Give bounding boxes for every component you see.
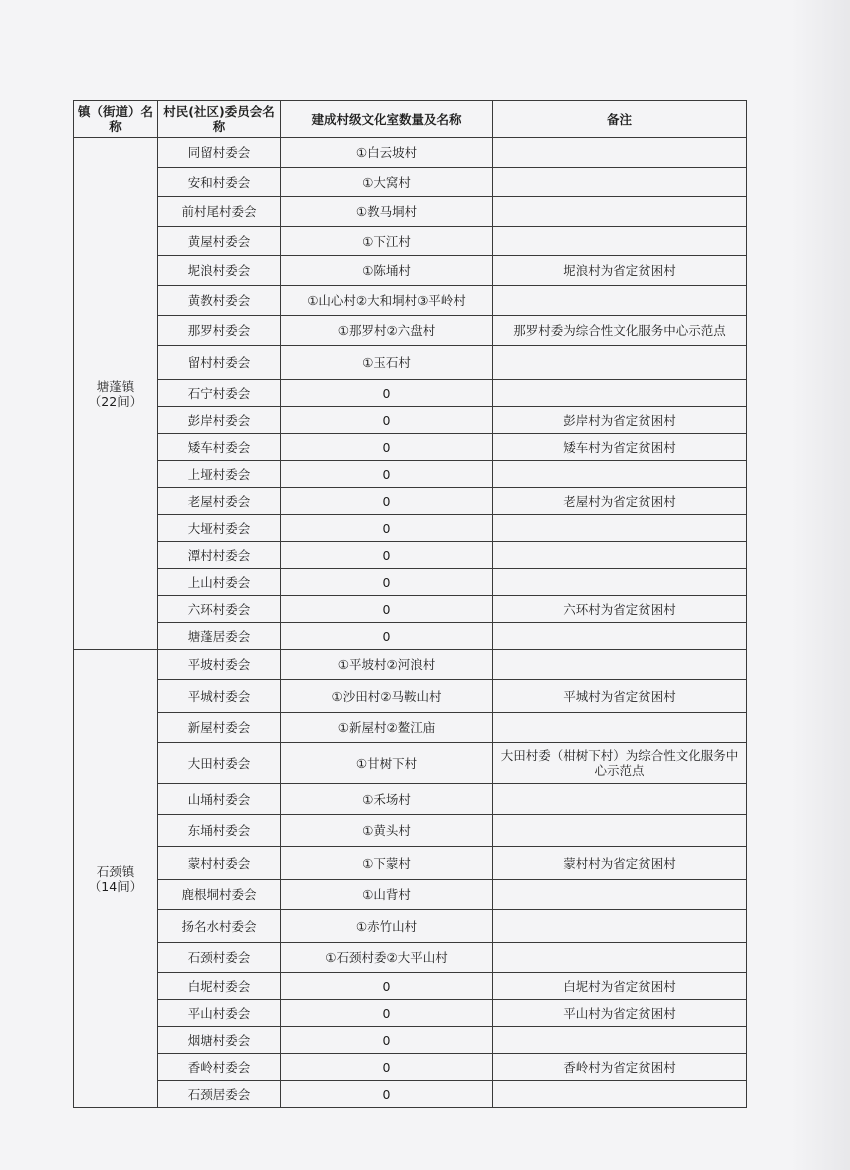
table-row bbox=[74, 1027, 747, 1054]
remarks-cell bbox=[493, 1081, 747, 1108]
header-rooms: 建成村级文化室数量及名称 bbox=[281, 101, 493, 138]
rooms-cell: ①陈埇村 bbox=[281, 256, 493, 286]
rooms-cell: ①沙田村②马鞍山村 bbox=[281, 680, 493, 713]
remarks-cell bbox=[493, 880, 747, 910]
committee-cell: 新屋村委会 bbox=[158, 713, 281, 743]
rooms-cell: ①甘树下村 bbox=[281, 743, 493, 784]
table-row bbox=[74, 197, 747, 227]
committee-cell: 蒙村村委会 bbox=[158, 847, 281, 880]
rooms-cell: ①黄头村 bbox=[281, 815, 493, 847]
committee-cell: 那罗村委会 bbox=[158, 316, 281, 346]
remarks-cell: 平山村为省定贫困村 bbox=[493, 1000, 747, 1027]
remarks-cell: 白坭村为省定贫困村 bbox=[493, 973, 747, 1000]
town-name: 石颈镇 bbox=[96, 863, 135, 879]
committee-cell: 平坡村委会 bbox=[158, 650, 281, 680]
committee-cell: 彭岸村委会 bbox=[158, 407, 281, 434]
rooms-cell: ①玉石村 bbox=[281, 346, 493, 380]
remarks-cell bbox=[493, 569, 747, 596]
rooms-cell: ①石颈村委②大平山村 bbox=[281, 943, 493, 973]
table-row bbox=[74, 461, 747, 488]
remarks-cell bbox=[493, 623, 747, 650]
table-row bbox=[74, 713, 747, 743]
committee-cell: 潭村村委会 bbox=[158, 542, 281, 569]
table-row bbox=[74, 743, 747, 784]
rooms-cell: 0 bbox=[281, 1054, 493, 1081]
table-header-row bbox=[74, 101, 747, 138]
table-row bbox=[74, 880, 747, 910]
table-row bbox=[74, 434, 747, 461]
committee-cell: 上山村委会 bbox=[158, 569, 281, 596]
rooms-cell: ①山背村 bbox=[281, 880, 493, 910]
town-name: 塘蓬镇 bbox=[96, 378, 135, 394]
committee-cell: 山埇村委会 bbox=[158, 784, 281, 815]
rooms-cell: 0 bbox=[281, 973, 493, 1000]
table-row bbox=[74, 943, 747, 973]
committee-cell: 塘蓬居委会 bbox=[158, 623, 281, 650]
table-row bbox=[74, 316, 747, 346]
committee-cell: 石颈村委会 bbox=[158, 943, 281, 973]
remarks-cell: 彭岸村为省定贫困村 bbox=[493, 407, 747, 434]
remarks-cell: 六环村为省定贫困村 bbox=[493, 596, 747, 623]
rooms-cell: ①下蒙村 bbox=[281, 847, 493, 880]
committee-cell: 黄教村委会 bbox=[158, 286, 281, 316]
table-row bbox=[74, 542, 747, 569]
committee-cell: 白坭村委会 bbox=[158, 973, 281, 1000]
table-row bbox=[74, 815, 747, 847]
remarks-cell bbox=[493, 286, 747, 316]
committee-cell: 前村尾村委会 bbox=[158, 197, 281, 227]
remarks-cell bbox=[493, 515, 747, 542]
table-row bbox=[74, 910, 747, 943]
committee-cell: 老屋村委会 bbox=[158, 488, 281, 515]
rooms-cell: 0 bbox=[281, 1000, 493, 1027]
table-row bbox=[74, 784, 747, 815]
rooms-cell: ①教马垌村 bbox=[281, 197, 493, 227]
rooms-cell: 0 bbox=[281, 488, 493, 515]
committee-cell: 平山村委会 bbox=[158, 1000, 281, 1027]
town-name-cell bbox=[74, 138, 158, 650]
remarks-cell bbox=[493, 461, 747, 488]
committee-cell: 留村村委会 bbox=[158, 346, 281, 380]
remarks-cell: 大田村委（柑树下村）为综合性文化服务中心示范点 bbox=[493, 743, 747, 784]
remarks-cell bbox=[493, 1027, 747, 1054]
page-edge-shadow bbox=[790, 0, 850, 1170]
rooms-cell: 0 bbox=[281, 623, 493, 650]
rooms-cell: ①新屋村②鳌江庙 bbox=[281, 713, 493, 743]
committee-cell: 平城村委会 bbox=[158, 680, 281, 713]
table-row bbox=[74, 569, 747, 596]
rooms-cell: 0 bbox=[281, 461, 493, 488]
committee-cell: 矮车村委会 bbox=[158, 434, 281, 461]
committee-cell: 烟塘村委会 bbox=[158, 1027, 281, 1054]
table-row bbox=[74, 650, 747, 680]
rooms-cell: 0 bbox=[281, 380, 493, 407]
table-row bbox=[74, 1054, 747, 1081]
rooms-cell: 0 bbox=[281, 542, 493, 569]
table-row bbox=[74, 847, 747, 880]
rooms-cell: 0 bbox=[281, 407, 493, 434]
rooms-cell: 0 bbox=[281, 515, 493, 542]
table-row bbox=[74, 1000, 747, 1027]
committee-cell: 坭浪村委会 bbox=[158, 256, 281, 286]
table-row bbox=[74, 680, 747, 713]
remarks-cell bbox=[493, 784, 747, 815]
header-town: 镇（街道）名称 bbox=[74, 101, 158, 138]
table-row bbox=[74, 256, 747, 286]
committee-cell: 香岭村委会 bbox=[158, 1054, 281, 1081]
table-row bbox=[74, 286, 747, 316]
committee-cell: 扬名水村委会 bbox=[158, 910, 281, 943]
remarks-cell bbox=[493, 138, 747, 168]
remarks-cell bbox=[493, 380, 747, 407]
remarks-cell: 蒙村村为省定贫困村 bbox=[493, 847, 747, 880]
table-row bbox=[74, 168, 747, 197]
table-row bbox=[74, 380, 747, 407]
table-row bbox=[74, 407, 747, 434]
committee-cell: 石宁村委会 bbox=[158, 380, 281, 407]
rooms-cell: 0 bbox=[281, 569, 493, 596]
rooms-cell: ①那罗村②六盘村 bbox=[281, 316, 493, 346]
header-remarks: 备注 bbox=[493, 101, 747, 138]
table-row bbox=[74, 596, 747, 623]
remarks-cell bbox=[493, 910, 747, 943]
table-row bbox=[74, 623, 747, 650]
remarks-cell bbox=[493, 943, 747, 973]
table-row bbox=[74, 515, 747, 542]
table-row bbox=[74, 1081, 747, 1108]
remarks-cell bbox=[493, 227, 747, 256]
remarks-cell bbox=[493, 197, 747, 227]
cultural-room-table bbox=[73, 100, 747, 1108]
table-row bbox=[74, 227, 747, 256]
table-row bbox=[74, 973, 747, 1000]
committee-cell: 上垭村委会 bbox=[158, 461, 281, 488]
rooms-cell: 0 bbox=[281, 434, 493, 461]
committee-cell: 大垭村委会 bbox=[158, 515, 281, 542]
rooms-cell: ①大窝村 bbox=[281, 168, 493, 197]
remarks-cell: 香岭村为省定贫困村 bbox=[493, 1054, 747, 1081]
rooms-cell: 0 bbox=[281, 1027, 493, 1054]
remarks-cell: 平城村为省定贫困村 bbox=[493, 680, 747, 713]
committee-cell: 安和村委会 bbox=[158, 168, 281, 197]
table-row bbox=[74, 488, 747, 515]
town-name-cell bbox=[74, 650, 158, 1108]
header-committee: 村民(社区)委员会名称 bbox=[158, 101, 281, 138]
committee-cell: 六环村委会 bbox=[158, 596, 281, 623]
remarks-cell bbox=[493, 815, 747, 847]
remarks-cell: 老屋村为省定贫困村 bbox=[493, 488, 747, 515]
table-body bbox=[74, 138, 747, 1108]
rooms-cell: 0 bbox=[281, 596, 493, 623]
rooms-cell: 0 bbox=[281, 1081, 493, 1108]
table-row bbox=[74, 138, 747, 168]
rooms-cell: ①白云坡村 bbox=[281, 138, 493, 168]
remarks-cell bbox=[493, 713, 747, 743]
committee-cell: 鹿根垌村委会 bbox=[158, 880, 281, 910]
committee-cell: 黄屋村委会 bbox=[158, 227, 281, 256]
remarks-cell bbox=[493, 168, 747, 197]
rooms-cell: ①山心村②大和垌村③平岭村 bbox=[281, 286, 493, 316]
committee-cell: 同留村委会 bbox=[158, 138, 281, 168]
rooms-cell: ①赤竹山村 bbox=[281, 910, 493, 943]
remarks-cell bbox=[493, 542, 747, 569]
committee-cell: 东埇村委会 bbox=[158, 815, 281, 847]
remarks-cell bbox=[493, 346, 747, 380]
rooms-cell: ①下江村 bbox=[281, 227, 493, 256]
remarks-cell: 那罗村委为综合性文化服务中心示范点 bbox=[493, 316, 747, 346]
committee-cell: 石颈居委会 bbox=[158, 1081, 281, 1108]
town-room-count: （22间） bbox=[88, 393, 143, 409]
remarks-cell: 矮车村为省定贫困村 bbox=[493, 434, 747, 461]
table-row bbox=[74, 346, 747, 380]
committee-cell: 大田村委会 bbox=[158, 743, 281, 784]
rooms-cell: ①平坡村②河浪村 bbox=[281, 650, 493, 680]
town-room-count: （14间） bbox=[88, 878, 143, 894]
rooms-cell: ①禾场村 bbox=[281, 784, 493, 815]
remarks-cell: 坭浪村为省定贫困村 bbox=[493, 256, 747, 286]
remarks-cell bbox=[493, 650, 747, 680]
